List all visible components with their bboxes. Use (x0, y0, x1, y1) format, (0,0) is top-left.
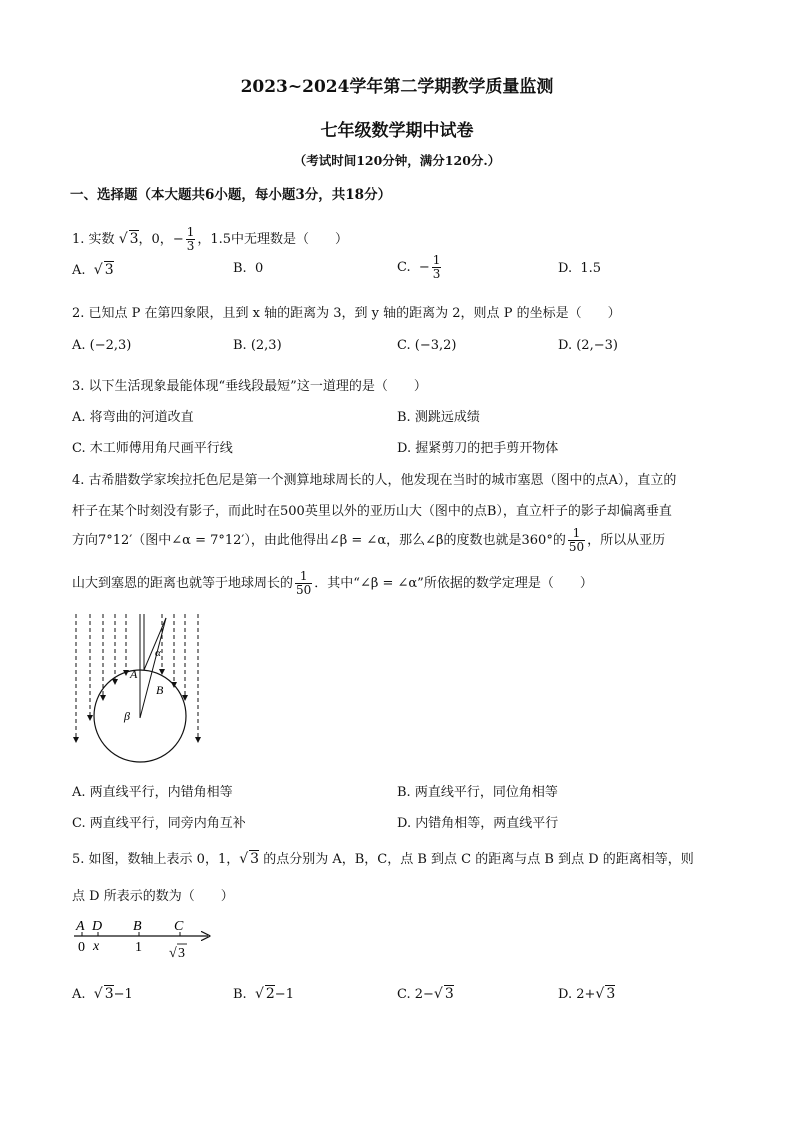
q1-rest: ，1.5中无理数是（ ） (197, 232, 349, 247)
page-title: 2023~2024学年第二学期教学质量监测 (240, 77, 554, 97)
q4-option-b: B. 两直线平行，同位角相等 (397, 785, 558, 800)
question-1: 1. 实数 √ 3，0，− $\frac{1}{3}$ ，1.5中无理数是（ ） (72, 225, 349, 253)
q1-option-a: A. √ 3 (72, 262, 114, 278)
q1-option-c: C. − $\frac{1}{3}$ (397, 253, 441, 281)
q2-option-c: C. (−3,2) (397, 338, 457, 353)
q4-option-a: A. 两直线平行，内错角相等 (72, 785, 233, 800)
label-beta: β (124, 709, 130, 723)
q3-option-c: C. 木工师傅用角尺画平行线 (72, 441, 233, 456)
question-4-line4: 山大到塞恩的距离也就等于地球周长的 $\frac{1}{50}$ ．其中“∠β = ∠α”所依据的数学定理是（ ） (72, 569, 593, 597)
question-3: 3. 以下生活现象最能体现“垂线段最短”这一道理的是（ ） (72, 379, 427, 394)
label-0: 0 (78, 940, 85, 955)
label-alpha: α (155, 647, 161, 659)
q4-option-c: C. 两直线平行，同旁内角互补 (72, 816, 246, 831)
label-C: C (174, 919, 184, 934)
q3-option-d: D. 握紧剪刀的把手剪开物体 (397, 441, 559, 456)
q1-prefix: 1. 实数 (72, 232, 115, 247)
q1-sep: ，0， (138, 232, 173, 247)
label-D: D (92, 919, 103, 934)
q5-option-a: A. √ 3−1 (72, 986, 133, 1002)
label-A: A (76, 919, 85, 934)
label-1: 1 (135, 940, 142, 955)
question-4-line2: 杆子在某个时刻没有影子，而此时在500英里以外的亚历山大（图中的点B），直立杆子的影子却偏离垂直 (72, 504, 672, 519)
q4-fraction-1-50: $\frac{1}{50}$ (568, 526, 585, 554)
q5-option-d: D. 2+√ 3 (558, 986, 616, 1002)
label-sqrt-symbol: √ (169, 946, 177, 961)
q1-option-d: D. 1.5 (558, 261, 602, 276)
question-4-line3: 方向7°12′（图中∠α = 7°12′），由此他得出∠β = ∠α，那么∠β的度数也就是360°的 $\frac{1}{50}$ ，所以从亚历 (72, 526, 666, 554)
q3-option-a: A. 将弯曲的河道改直 (72, 410, 194, 425)
label-B: B (133, 919, 142, 934)
q3-option-b: B. 测跳远成绩 (397, 410, 480, 425)
label-a: A (130, 667, 138, 681)
label-sqrt3: 3 (178, 946, 185, 961)
page-subtitle: 七年级数学期中试卷 (320, 121, 474, 141)
question-5-line2: 点 D 所表示的数为（ ） (72, 889, 234, 904)
q2-option-d: D. (2,−3) (558, 338, 618, 353)
q4-option-d: D. 内错角相等，两直线平行 (397, 816, 559, 831)
q1-sqrt3: 3 (129, 231, 139, 247)
q1-option-b: B. 0 (233, 261, 264, 276)
q5-option-b: B. √ 2−1 (233, 986, 294, 1002)
label-x: x (93, 939, 100, 954)
question-5-line1: 5. 如图，数轴上表示 0，1，√ 3 的点分别为 A，B，C，点 B 到点 C 的距离与点 B 到点 D 的距离相等，则 (72, 851, 694, 867)
number-line-figure (70, 915, 220, 965)
question-4-line1: 4. 古希腊数学家埃拉托色尼是第一个测算地球周长的人，他发现在当时的城市塞恩（图中的点A），直立的 (72, 473, 677, 488)
section-heading: 一、选择题（本大题共6小题，每小题3分，共18分） (70, 187, 392, 203)
q2-option-b: B. (2,3) (233, 338, 282, 353)
label-b: B (156, 683, 164, 697)
question-2: 2. 已知点 P 在第四象限，且到 x 轴的距离为 3，到 y 轴的距离为 2，则点 P 的坐标是（ ） (72, 306, 621, 321)
earth-figure (66, 610, 216, 770)
q2-option-a: A. (−2,3) (72, 338, 132, 353)
q5-option-c: C. 2−√ 3 (397, 986, 454, 1002)
q1-fraction: $\frac{1}{3}$ (186, 225, 195, 253)
exam-info: （考试时间120分钟，满分120分.） (293, 153, 501, 168)
